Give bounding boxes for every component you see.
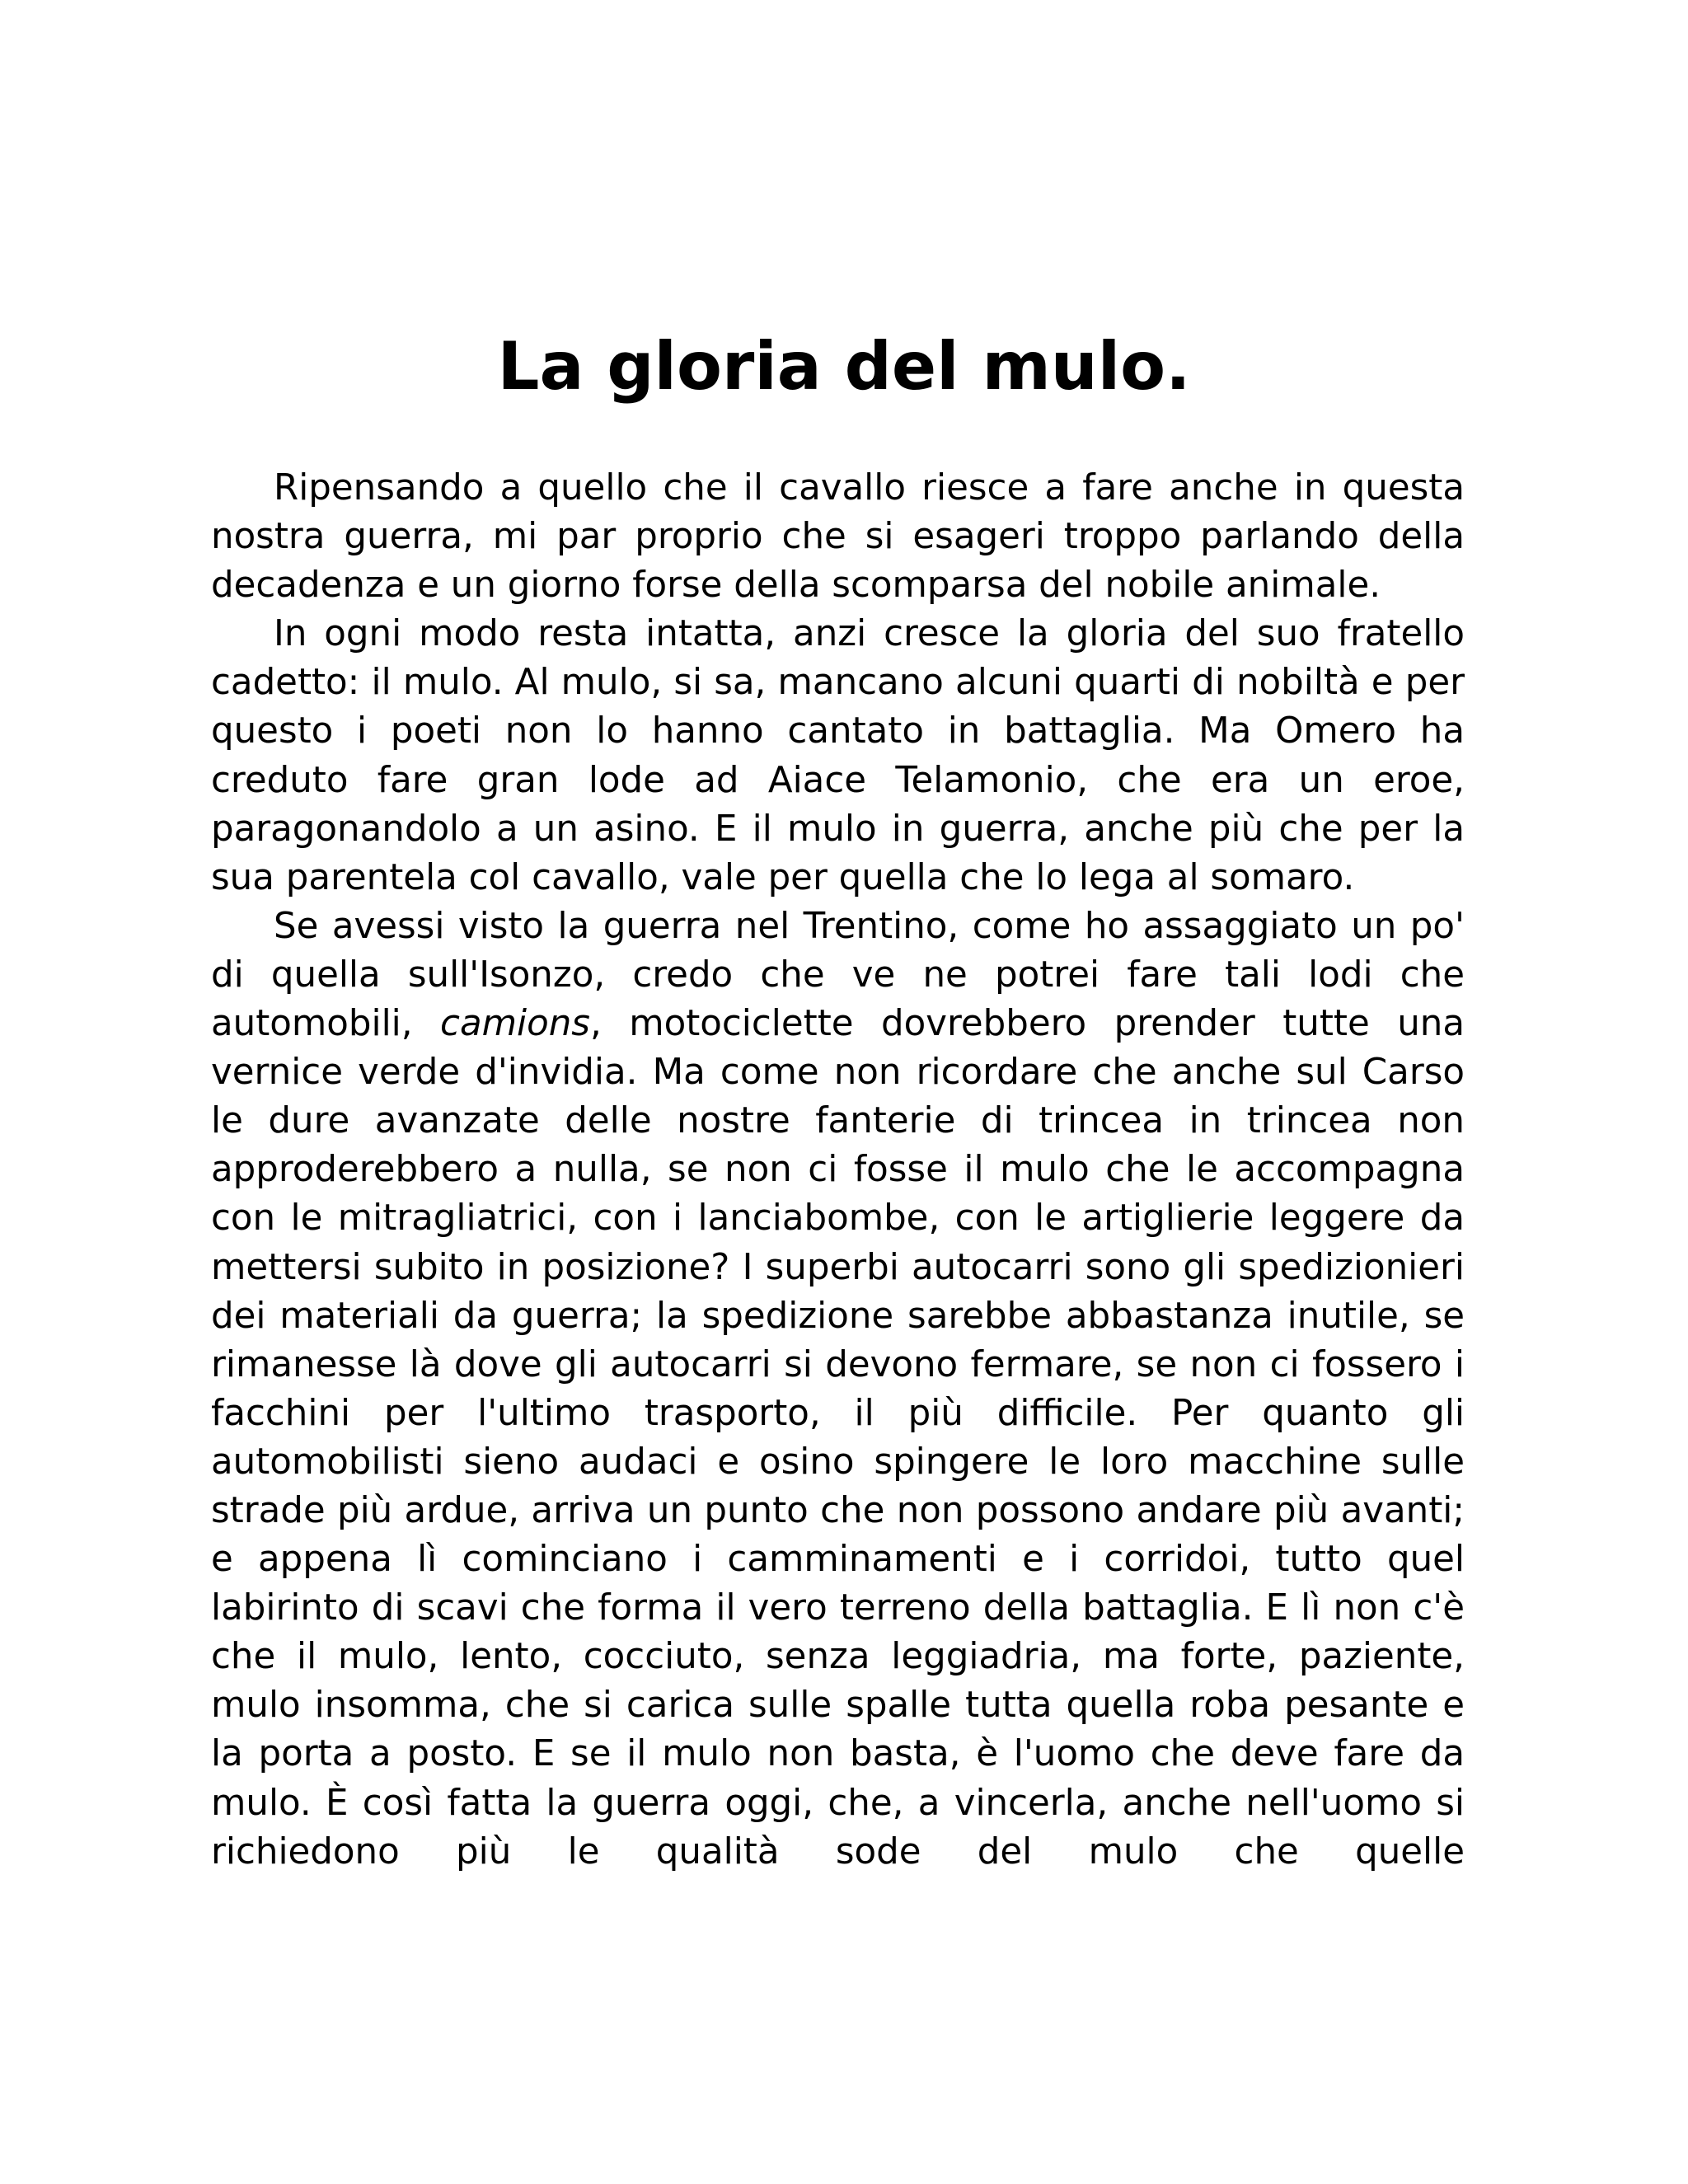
italic-word-camions: camions bbox=[440, 1003, 590, 1045]
body-text bbox=[211, 464, 1465, 1877]
chapter-title: La gloria del mulo. bbox=[497, 328, 1191, 405]
paragraph-2: In ogni modo resta intatta, anzi cresce la gloria del suo fratello cadetto: il mulo. Al mulo, si sa, mancano alcuni quarti di nobiltà e per questo i poeti non lo hanno cantato in battaglia. Ma Omero ha creduto fare gran lode ad Aiace Telamonio, che era un eroe, paragonandolo a un asino. E il mulo in guerra, anche più che per la sua parentela col cavallo, vale per quella che lo lega al somaro. bbox=[211, 613, 1465, 898]
paragraph-3 bbox=[211, 902, 1465, 1877]
paragraph-1: Ripensando a quello che il cavallo riesce a fare anche in questa nostra guerra, mi par proprio che si esageri troppo parlando della decadenza e un giorno forse della scomparsa del nobile animale. bbox=[211, 467, 1465, 607]
paragraph-3-part-1: Se avessi visto la guerra nel Trentino, come ho assaggiato un po' di quella sull'Isonzo, credo che ve ne potrei fare tali lodi che automobili, bbox=[211, 905, 1465, 1045]
paragraph-3-part-2: , motociclette dovrebbero prender tutte una vernice verde d'invidia. Ma come non ricordare che anche sul Carso le dure avanzate delle nostre fanterie di trincea in trincea non approderebbero a nulla, se non ci fosse il mulo che le accompagna con le mitragliatrici, con i lanciabombe, con le artiglierie leggere da mettersi subito in posizione? I superbi autocarri sono gli spedizionieri dei materiali da guerra; la spedizione sarebbe abbastanza inutile, se rimanesse là dove gli autocarri si devono fermare, se non ci fossero i facchini per l'ultimo trasporto, il più difficile. Per quanto gli automobilisti sieno audaci e osino spingere le loro macchine sulle strade più ardue, arriva un punto che non possono andare più avanti; e appena lì cominciano i camminamenti e i corridoi, tutto quel labirinto di scavi che forma il vero terreno della battaglia. E lì non c'è che il mulo, lento, cocciuto, senza leggiadria, ma forte, paziente, mulo insomma, che si carica sulle spalle tutta quella roba pesante e la porta a posto. E se il mulo non basta, è l'uomo che deve fare da mulo. È così fatta la guerra oggi, che, a vincerla, anche nell'uomo si richiedono più le qualità sode del mulo che quelle bbox=[211, 1003, 1465, 1872]
